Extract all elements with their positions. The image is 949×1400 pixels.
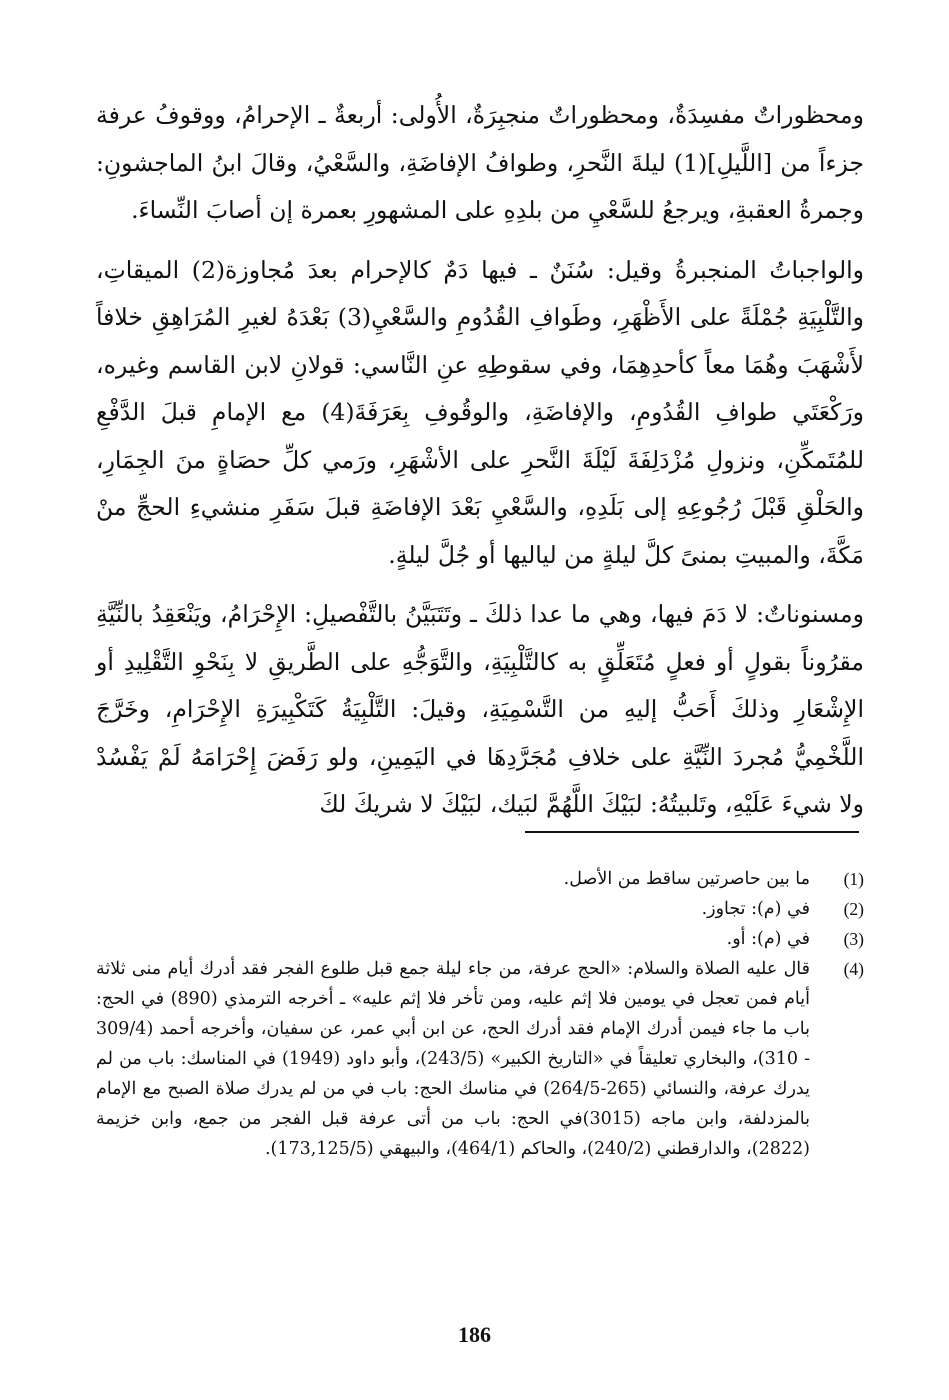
page-number: 186 [458, 1322, 491, 1347]
footnote-number: (4) [843, 959, 864, 979]
footnote-number: (3) [843, 929, 864, 949]
footnote-text: ما بين حاصرتين ساقط من الأصل. [563, 869, 810, 889]
paragraph-sunnah-acts: ومسنوناتٌ: لا دَمَ فيها، وهي ما عدا ذلكَ ـ وتَتَبَيَّنُ بالتَّفْصيلِ: الإِحْرَامُ، ويَنْعَقِدُ بالنِّيَّةِ مقرُوناً بقولٍ أو فعلٍ مُتَعَلِّقٍ به كالتَّلْبِيَةِ، والتَّوَجُّهِ على الطَّريقِ لا بِنَحْوِ التَّقْلِيدِ أو الإِشْعَارِ وذلكَ أَحَبُّ إليهِ من التَّسْمِيَةِ، وقيلَ: التَّلْبِيَةُ كَتَكْبِيرَةِ الإِحْرَامِ، وخَرَّجَ اللَّخْمِيُّ مُجردَ النِّيَّةِ على خلافِ مُجَرَّدِهَا في اليَمِينِ، ولو رَفَضَ إِحْرَامَهُ لَمْ يَفْسُدْ ولا شيءَ عَلَيْهِ، وتَلبيتُهُ: لبَيْكَ اللَّهُمَّ لبَيك، لبَيْكَ لا شريكَ لكَ [96, 600, 864, 818]
footnote-text: في (م): أو. [726, 929, 810, 949]
footnote-4 [96, 954, 864, 1164]
footnote-number: (1) [843, 869, 864, 889]
footnote-text: في (م): تجاوز. [701, 899, 810, 919]
footnote-separator [525, 831, 859, 833]
footnote-text: قال عليه الصلاة والسلام: «الحج عرفة، من جاء ليلة جمع قبل طلوع الفجر فقد أدرك أيام منى ثلاثة أيام فمن تعجل في يومين فلا إثم عليه، ومن تأخر فلا إثم عليه» ـ أخرجه الترمذي (890) في الحج: باب ما جاء فيمن أدرك الإمام فقد أدرك الحج، عن ابن أبي عمر، عن سفيان، وأخرجه أحمد (309/4 - 310)، والبخاري تعليقاً في «التاريخ الكبير» (243/5)، وأبو داود (1949) في المناسك: باب من لم يدرك عرفة، والنسائي (265-264/5) في مناسك الحج: باب في من لم يدرك صلاة الصبح مع الإمام بالمزدلفة، وابن ماجه (3015)في الحج: باب من أتى عرفة قبل الفجر من جمع، وابن خزيمة (2822)، والدارقطني (240/2)، والحاكم (464/1)، والبيهقي (173,125/5). [96, 959, 810, 1159]
footnote-3 [96, 924, 864, 954]
footnote-1 [96, 864, 864, 894]
paragraph-forbidden-acts: ومحظوراتٌ مفسِدَةٌ، ومحظوراتٌ منجبِرَةٌ، الأُولى: أربعةٌ ـ الإحرامُ، ووقوفُ عرفة جزءاً من [اللَّيلِ](1) ليلةَ النَّحرِ، وطوافُ الإفاضَةِ، والسَّعْيُ، وقالَ ابنُ الماجشونِ: وجمرةُ العقبةِ، ويرجعُ للسَّعْيِ من بلدِهِ على المشهورِ بعمرة إن أصابَ النِّساءَ. [96, 101, 864, 224]
main-text-block [96, 92, 864, 841]
paragraph-obligations: والواجباتُ المنجبرةُ وقيل: سُنَنٌ ـ فيها دَمٌ كالإحرام بعدَ مُجاوزة(2) الميقاتِ، والتَّلْبِيَةِ جُمْلَةً على الأَظْهَرِ، وطَوافِ القُدُومِ والسَّعْيِ(3) بَعْدَهُ لغيرِ المُرَاهِقِ خلافاً لأَشْهَبَ وهُمَا معاً كأحدِهِمَا، وفي سقوطِهِ عنِ النَّاسي: قولانِ لابن القاسم وغيره، ورَكْعَتَي طوافِ القُدُومِ، والإفاضَةِ، والوقُوفِ بِعَرَفَةَ(4) مع الإمامِ قبلَ الدَّفْعِ للمُتَمكِّنِ، ونزولِ مُزْدَلِفَةَ لَيْلَةَ النَّحرِ على الأشْهَرِ، ورَمي كلِّ حصَاةٍ منَ الجِمَارِ، والحَلْقِ قَبْلَ رُجُوعِهِ إلى بَلَدِهِ، والسَّعْيِ بَعْدَ الإفاضَةِ قبلَ سَفَرِ منشيءِ الحجِّ منْ مَكَّةَ، والمبيتِ بمنىً كلَّ ليلةٍ من لياليها أو جُلَّ ليلةٍ. [96, 255, 865, 569]
footnotes-block [96, 864, 864, 1164]
footnote-2 [96, 894, 864, 924]
footnote-number: (2) [843, 899, 864, 919]
